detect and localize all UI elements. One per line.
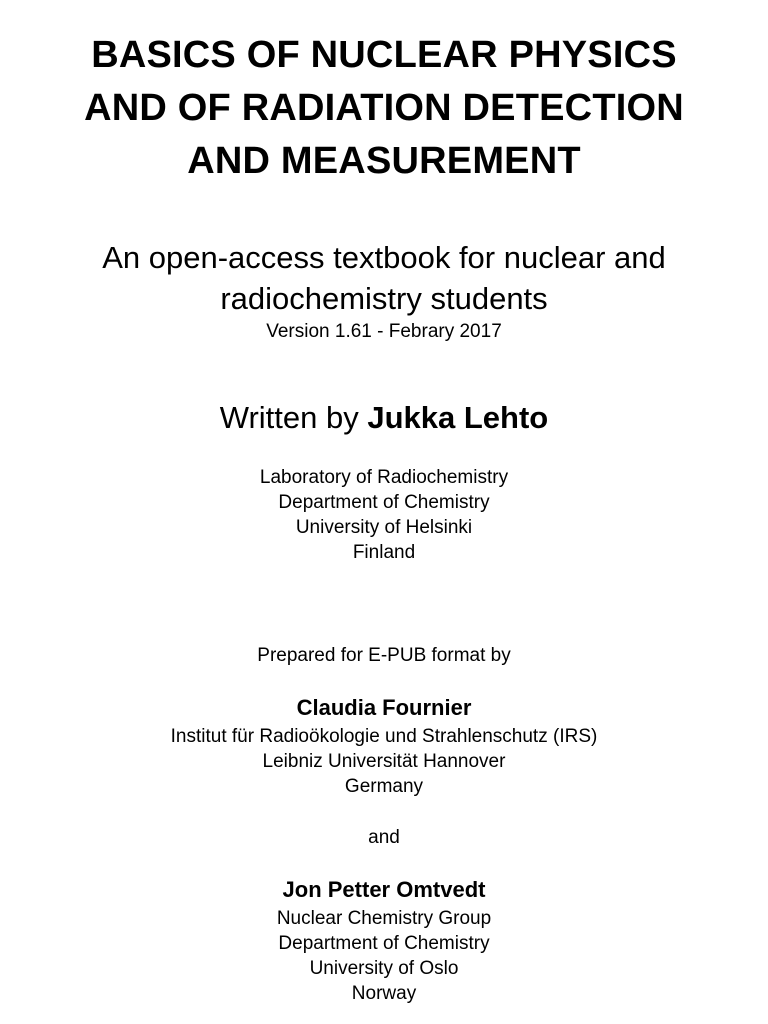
preparer-2-university: University of Oslo xyxy=(309,958,459,979)
book-title-line-3: AND MEASUREMENT xyxy=(187,140,581,182)
author-name: Jukka Lehto xyxy=(367,400,549,435)
subtitle-line-2: radiochemistry students xyxy=(220,281,548,316)
version-text: Version 1.61 - Febrary 2017 xyxy=(266,321,502,342)
epub-prepared-label: Prepared for E-PUB format by xyxy=(257,645,511,666)
preparer-1-university: Leibniz Universität Hannover xyxy=(262,751,506,772)
and-label: and xyxy=(368,827,400,848)
book-title-line-1: BASICS OF NUCLEAR PHYSICS xyxy=(91,34,677,76)
subtitle-line-1: An open-access textbook for nuclear and xyxy=(102,240,666,275)
book-title-line-2: AND OF RADIATION DETECTION xyxy=(84,87,684,129)
preparer-2-name: Jon Petter Omtvedt xyxy=(282,877,486,902)
author-affiliation-department: Department of Chemistry xyxy=(278,492,490,513)
author-affiliation-university: University of Helsinki xyxy=(295,517,473,538)
preparer-1-name: Claudia Fournier xyxy=(296,695,472,720)
preparer-2-country: Norway xyxy=(351,983,417,1004)
preparer-1-institute: Institut für Radioökologie und Strahlenschutz (IRS) xyxy=(170,726,598,747)
preparer-2-group: Nuclear Chemistry Group xyxy=(276,908,492,929)
author-affiliation-lab: Laboratory of Radiochemistry xyxy=(259,467,509,488)
author-line xyxy=(0,402,768,433)
preparer-1-country: Germany xyxy=(344,776,424,797)
author-prefix: Written by xyxy=(219,400,368,435)
author-affiliation-country: Finland xyxy=(352,542,416,563)
preparer-2-department: Department of Chemistry xyxy=(278,933,490,954)
